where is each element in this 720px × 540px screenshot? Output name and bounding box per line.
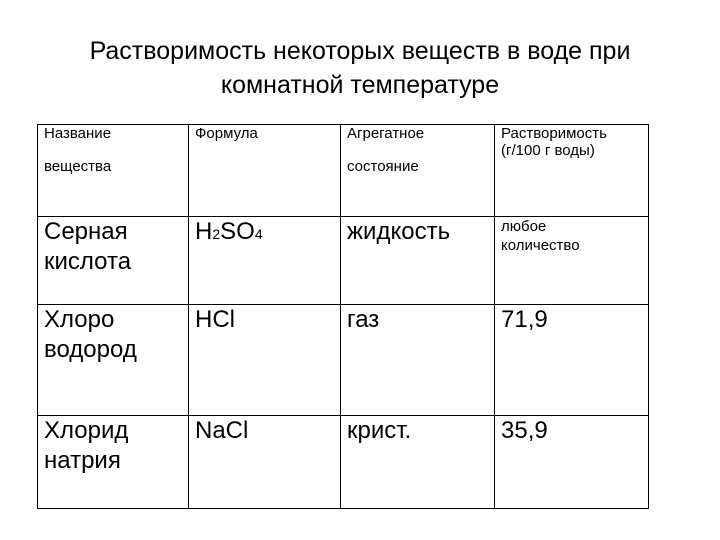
row3-name-line2: натрия	[44, 447, 121, 474]
row3-solubility: 35,9	[495, 416, 649, 509]
row1-name	[38, 217, 189, 305]
page-title-line1: Растворимость некоторых веществ в воде при	[89, 37, 631, 65]
row1-solubility-line1: любое	[501, 218, 547, 235]
header-solubility-line2: (г/100 г воды)	[501, 142, 595, 159]
table-row	[38, 217, 649, 305]
header-formula: Формула	[189, 125, 341, 217]
header-name-line2: вещества	[44, 158, 112, 175]
row2-solubility: 71,9	[495, 305, 649, 416]
page-title	[0, 34, 720, 102]
row2-name-line2: водород	[44, 336, 137, 363]
row2-state: газ	[341, 305, 495, 416]
row1-formula-sub1: 2	[212, 226, 221, 242]
row1-state: жидкость	[341, 217, 495, 305]
row1-name-line1: Серная	[44, 218, 128, 245]
table-header-row	[38, 125, 649, 217]
row2-name-line1: Хлоро	[44, 306, 115, 333]
header-state-line2: состояние	[347, 158, 419, 175]
row3-formula: NaCl	[189, 416, 341, 509]
row1-solubility-line2: количество	[501, 237, 580, 254]
row2-name	[38, 305, 189, 416]
row2-formula: HCl	[189, 305, 341, 416]
row1-formula-sub2: 4	[254, 226, 263, 242]
header-solubility-line1: Растворимость	[501, 125, 607, 142]
page-title-line2: комнатной температуре	[220, 71, 500, 99]
header-state	[341, 125, 495, 217]
row1-formula	[189, 217, 341, 305]
row3-name-line1: Хлорид	[44, 417, 129, 444]
table-row	[38, 305, 649, 416]
header-name-line1: Название	[44, 125, 112, 142]
header-state-line1: Агрегатное	[347, 125, 425, 142]
row1-solubility	[495, 217, 649, 305]
row1-formula-part2: SO	[220, 218, 255, 245]
row1-formula-part1: H	[195, 218, 213, 245]
row3-name	[38, 416, 189, 509]
solubility-table	[37, 124, 649, 509]
table-row	[38, 416, 649, 509]
row1-name-line2: кислота	[44, 248, 132, 275]
row3-state: крист.	[341, 416, 495, 509]
header-name	[38, 125, 189, 217]
header-solubility	[495, 125, 649, 217]
